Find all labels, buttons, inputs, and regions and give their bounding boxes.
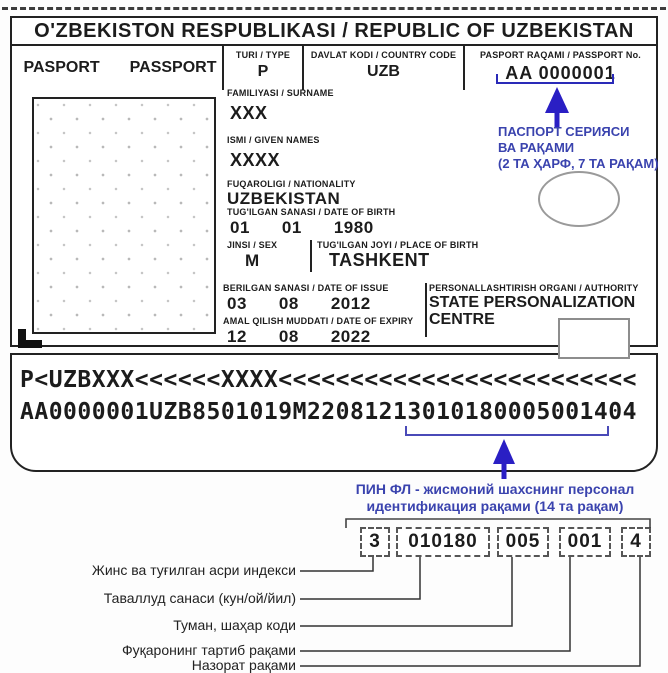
passport-number-value: AA 0000001 — [505, 63, 616, 83]
connector-line — [300, 557, 420, 599]
country-value: UZB — [367, 63, 400, 80]
issue-month: 08 — [278, 294, 299, 313]
connector-line — [300, 557, 640, 666]
surname-value: XXX — [230, 103, 268, 123]
pin-note-line2: идентификация рақами (14 та рақам) — [366, 498, 624, 514]
photo-placeholder — [32, 97, 216, 334]
seal-oval — [538, 171, 620, 227]
authority-value-line2: CENTRE — [429, 311, 495, 328]
passport-number-annotation — [498, 124, 659, 172]
pin-segment-box: 001 — [559, 527, 611, 557]
issue-year: 2012 — [330, 294, 371, 313]
cut-line — [2, 7, 666, 10]
pin-segment-box: 3 — [360, 527, 390, 557]
type-cell — [224, 46, 302, 90]
given-names-value: XXXX — [230, 150, 281, 170]
separator — [310, 240, 312, 272]
pin-segment-box: 4 — [621, 527, 651, 557]
issue-date-label: BERILGAN SANASI / DATE OF ISSUE — [223, 283, 389, 293]
type-value: P — [257, 63, 269, 80]
connector-line — [300, 557, 512, 626]
authority-label: PERSONALLASHTIRISH ORGANI / AUTHORITY — [429, 283, 639, 293]
connector-line — [300, 557, 570, 651]
surname-label: FAMILIYASI / SURNAME — [227, 88, 334, 98]
expiry-year: 2022 — [330, 327, 371, 346]
birth-day: 01 — [230, 218, 250, 237]
pin-segment-box: 005 — [497, 527, 549, 557]
given-names-label: ISMI / GIVEN NAMES — [227, 135, 320, 145]
birth-place-label: TUG'ILGAN JOYI / PLACE OF BIRTH — [317, 240, 479, 250]
passport-number-cell — [465, 46, 656, 90]
mrz-zone — [10, 353, 658, 472]
nationality-label: FUQAROLIGI / NATIONALITY — [227, 179, 356, 189]
type-label: TURI / TYPE — [235, 50, 291, 60]
pin-segment-box: 010180 — [396, 527, 490, 557]
doc-word-en: PASSPORT — [129, 59, 217, 76]
document-words — [20, 46, 220, 90]
country-cell — [304, 46, 463, 90]
issue-date-value — [227, 294, 371, 314]
birth-date-label: TUG'ILGAN SANASI / DATE OF BIRTH — [227, 207, 396, 217]
passport-number-note-line3: (2 ТА ҲАРФ, 7 ТА РАҚАМ) — [498, 156, 659, 171]
pin-segment-label: Туман, шаҳар коди — [173, 617, 296, 633]
birth-place-value: TASHKENT — [329, 250, 430, 270]
page-title: O'ZBEKISTON RESPUBLIKASI / REPUBLIC OF UZBEKISTAN — [12, 18, 656, 46]
expiry-month: 08 — [278, 327, 299, 346]
sex-value: M — [245, 251, 260, 270]
birth-date-value — [230, 218, 374, 238]
passport-number-label: PASPORT RAQAMI / PASSPORT No. — [480, 50, 641, 60]
expiry-date-value — [227, 327, 371, 347]
expiry-day: 12 — [227, 327, 247, 346]
passport-number-note-line1: ПАСПОРТ СЕРИЯСИ — [498, 124, 630, 139]
connector-line — [300, 557, 373, 571]
pin-segment-label: Фуқаронинг тартиб рақами — [122, 642, 296, 658]
sex-label: JINSI / SEX — [227, 240, 278, 250]
birth-year: 1980 — [333, 218, 374, 237]
separator — [425, 283, 427, 337]
pin-note-line1: ПИН ФЛ - жисмоний шахснинг персонал — [355, 481, 635, 497]
authority-value-line1: STATE PERSONALIZATION — [429, 294, 636, 311]
country-label: DAVLAT KODI / COUNTRY CODE — [310, 50, 457, 60]
mrz-line2: AA0000001UZB8501019M22081213010180005001404 — [20, 399, 637, 425]
mrz-line1: P<UZBXXX<<<<<<XXXX<<<<<<<<<<<<<<<<<<<<<<<<< — [20, 367, 637, 393]
pin-annotation — [340, 481, 650, 515]
pin-segment-label: Таваллуд санаси (кун/ой/йил) — [103, 590, 296, 606]
birth-month: 01 — [281, 218, 302, 237]
signature-box — [558, 318, 630, 359]
nationality-value: UZBEKISTAN — [227, 189, 341, 208]
doc-word-uz: PASPORT — [23, 59, 100, 76]
passport-number-note-line2: ВА РАҚАМИ — [498, 140, 575, 155]
expiry-date-label: AMAL QILISH MUDDATI / DATE OF EXPIRY — [223, 316, 414, 326]
issue-day: 03 — [227, 294, 247, 313]
pin-segment-label: Жинс ва туғилган асри индекси — [91, 562, 296, 578]
type-row — [12, 46, 656, 90]
pin-segment-label: Назорат рақами — [191, 657, 296, 673]
